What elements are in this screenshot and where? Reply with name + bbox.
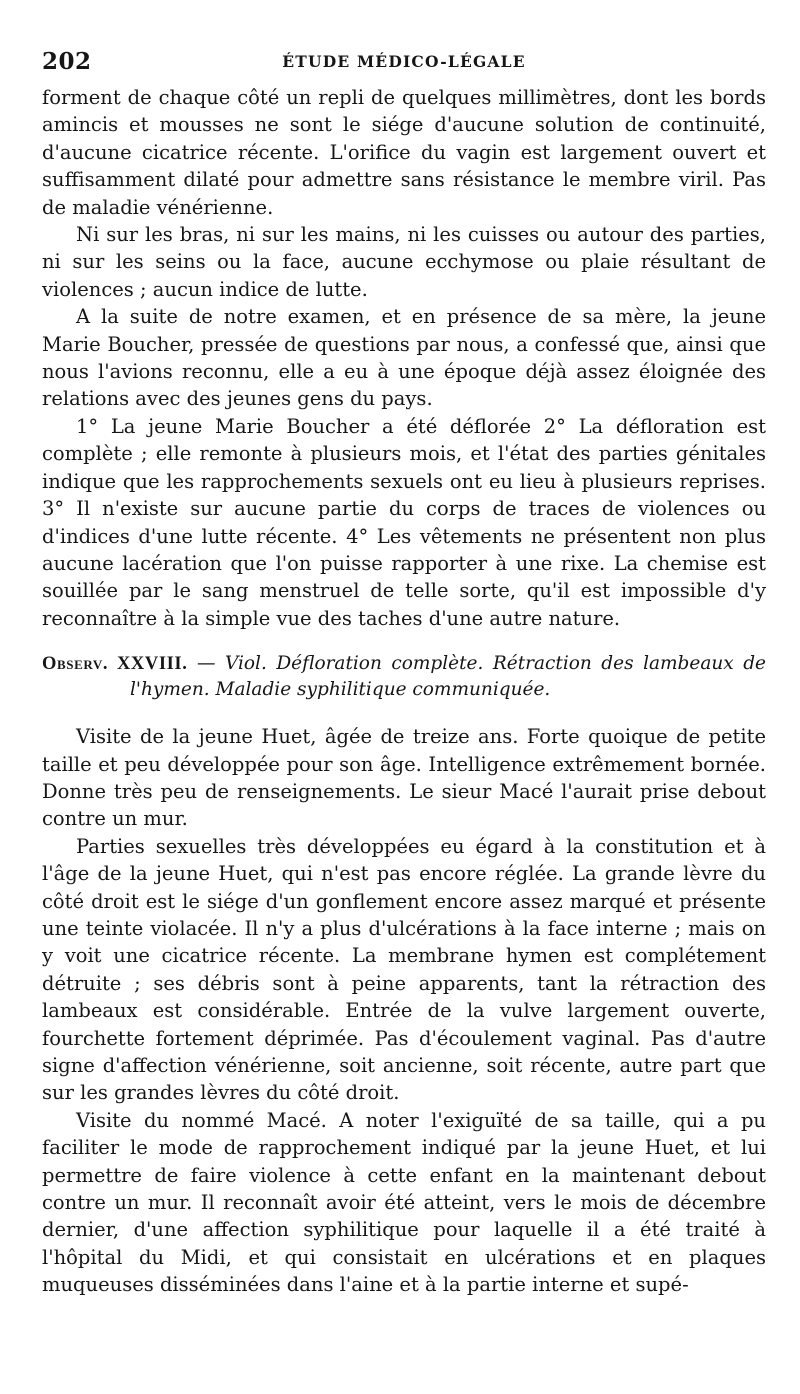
observation-dash: — — [196, 653, 216, 675]
observation-heading — [42, 651, 766, 703]
paragraph: A la suite de notre examen, et en présence de sa mère, la jeune Marie Boucher, pressée de questions par nous, a confessé que, ainsi que nous l'avions reconnu, elle a eu à une époque déjà assez éloignée des relations avec des jeunes gens du pays. — [42, 305, 766, 411]
paragraph: Visite du nommé Macé. A noter l'exiguïté de sa taille, qui a pu faciliter le mode de rapprochement indiqué par la jeune Huet, et lui permettre de faire violence à cette enfant en la maintenant debout contre un mur. Il reconnaît avoir été atteint, vers le mois de décembre dernier, d'une affection syphilitique pour laquelle il a été traité à l'hôpital du Midi, et qui consistait en ulcérations et en plaques muqueuses disséminées dans l'aine et à la partie interne et supé- — [42, 1108, 766, 1297]
observation-label: Observ. XXVIII. — [42, 654, 188, 675]
observation-title: Viol. Défloration complète. Rétraction des lambeaux de l'hymen. Maladie syphilitique communiquée. — [130, 653, 766, 701]
page-header — [42, 44, 766, 84]
paragraph: Visite de la jeune Huet, âgée de treize ans. Forte quoique de petite taille et peu développée pour son âge. Intelligence extrêmement bornée. Donne très peu de renseignements. Le sieur Macé l'aurait prise debout contre un mur. — [42, 725, 766, 831]
paragraph: 1° La jeune Marie Boucher a été déflorée 2° La défloration est complète ; elle remonte à plusieurs mois, et l'état des parties génitales indique que les rapprochements sexuels ont eu lieu à plusieurs reprises. 3° Il n'existe sur aucune partie du corps de traces de violences ou d'indices d'une lutte récente. 4° Les vêtements ne présentent non plus aucune lacération que l'on puisse rapporter à une rixe. La chemise est souillée par le sang menstruel de telle sorte, qu'il est impossible d'y reconnaître à la simple vue des taches d'une autre nature. — [42, 414, 766, 630]
paragraph: Ni sur les bras, ni sur les mains, ni les cuisses ou autour des parties, ni sur les seins ou la face, aucune ecchymose ou plaie résultant de violences ; aucun indice de lutte. — [42, 223, 766, 301]
paragraph: Parties sexuelles très développées eu égard à la constitution et à l'âge de la jeune Huet, qui n'est pas encore réglée. La grande lèvre du côté droit est le siége d'un gonflement encore assez marqué et présente une teinte violacée. Il n'y a plus d'ulcérations à la face interne ; mais on y voit une cicatrice récente. La membrane hymen est complétement détruite ; ses débris sont à peine apparents, tant la rétraction des lambeaux est considérable. Entrée de la vulve largement ouverte, fourchette fortement déprimée. Pas d'écoulement vaginal. Pas d'autre signe d'affection vénérienne, soit ancienne, soit récente, autre part que sur les grandes lèvres du côté droit. — [42, 834, 766, 1105]
paragraph: forment de chaque côté un repli de quelques millimètres, dont les bords amincis et mousses ne sont le siége d'aucune solution de continuité, d'aucune cicatrice récente. L'orifice du vagin est largement ouvert et suffisamment dilaté pour admettre sans résistance le membre viril. Pas de maladie vénérienne. — [42, 86, 766, 219]
page-body — [42, 84, 766, 1299]
page-number: 202 — [42, 48, 92, 75]
running-head: ÉTUDE MÉDICO-LÉGALE — [282, 52, 526, 71]
